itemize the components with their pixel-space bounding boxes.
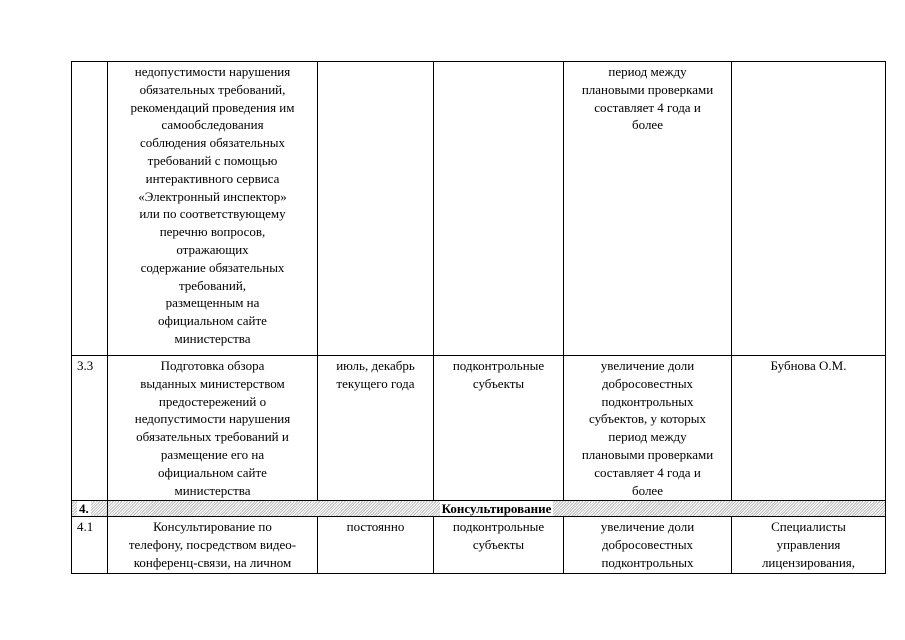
period-cell [318,62,434,356]
table-row [72,356,886,501]
row-number: 4.1 [72,517,108,573]
period-cell: июль, декабрь текущего года [318,356,434,501]
responsible-cell [732,62,886,356]
subjects-cell: подконтрольные субъекты [434,356,564,501]
responsible-cell: Бубнова О.М. [732,356,886,501]
result-cell: увеличение доли добросовестных подконтрольных субъектов, у которых период между плановыми проверками составляет 4 года и более [564,356,732,501]
table-row [72,62,886,356]
period-cell: постоянно [318,517,434,573]
table-row [72,517,886,573]
activity-cell: недопустимости нарушения обязательных требований, рекомендаций проведения им самообследования соблюдения обязательных требований с помощью интерактивного сервиса «Электронный инспектор» или по соответствующему перечню вопросов, отражающих содержание обязательных требований, размещенным на официальном сайте министерства [108,62,318,356]
result-cell: период между плановыми проверками составляет 4 года и более [564,62,732,356]
section-number: 4. [72,501,108,517]
responsible-cell: Специалисты управления лицензирования, [732,517,886,573]
plan-table [71,61,886,574]
subjects-cell [434,62,564,356]
subjects-cell: подконтрольные субъекты [434,517,564,573]
row-number [72,62,108,356]
section-title: Консультирование [108,501,886,517]
document-page [71,61,885,574]
result-cell: увеличение доли добросовестных подконтрольных [564,517,732,573]
section-header-row [72,501,886,517]
row-number: 3.3 [72,356,108,501]
activity-cell: Консультирование по телефону, посредством видео- конференц-связи, на личном [108,517,318,573]
activity-cell: Подготовка обзора выданных министерством предостережений о недопустимости нарушения обязательных требований и размещение его на официальном сайте министерства [108,356,318,501]
